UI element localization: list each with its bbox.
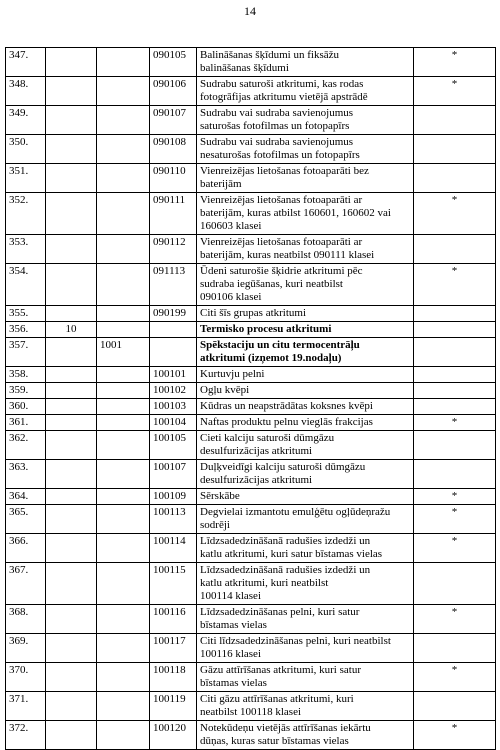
hazard-mark-cell: * — [414, 505, 496, 534]
waste-name-cell — [197, 264, 414, 306]
hazard-mark-cell — [414, 692, 496, 721]
waste-name-line: Citi gāzu attīrīšanas atkritumi, kuri — [200, 693, 354, 705]
subchapter-cell — [97, 605, 150, 634]
waste-name-line: Ogļu kvēpi — [200, 384, 250, 396]
waste-code-cell: 100114 — [150, 534, 197, 563]
subchapter-cell — [97, 505, 150, 534]
chapter-cell — [46, 692, 97, 721]
waste-name-line: Citi līdzsadedzināšanas pelni, kuri neatbilst — [200, 635, 391, 647]
waste-code-cell: 100101 — [150, 367, 197, 383]
hazard-mark-cell: * — [414, 605, 496, 634]
chapter-cell — [46, 460, 97, 489]
waste-name-line: Notekūdeņu vietējās attīrīšanas iekārtu — [200, 722, 371, 734]
waste-name-line: Cieti kalciju saturoši dūmgāzu — [200, 432, 335, 444]
waste-name-cell — [197, 489, 414, 505]
waste-name-line: Vienreizējas lietošanas fotoaparāti ar — [200, 236, 363, 248]
waste-name-cell — [197, 692, 414, 721]
waste-name-line: Vienreizējas lietošanas fotoaparāti bez — [200, 165, 369, 177]
chapter-cell — [46, 489, 97, 505]
hazard-mark-cell — [414, 383, 496, 399]
row-number-cell: 348. — [6, 77, 46, 106]
waste-name-cell — [197, 460, 414, 489]
waste-name-cell — [197, 106, 414, 135]
chapter-cell — [46, 431, 97, 460]
table-row — [6, 235, 496, 264]
table-row — [6, 193, 496, 235]
subchapter-cell — [97, 193, 150, 235]
waste-name-line: Līdzsadedzināšanā radušies izdedži un — [200, 564, 371, 576]
waste-name-line: atkritumi (izņemot 19.nodaļu) — [200, 352, 342, 364]
chapter-cell — [46, 338, 97, 367]
subchapter-cell — [97, 399, 150, 415]
waste-name-cell — [197, 367, 414, 383]
page-number: 14 — [244, 4, 256, 18]
waste-name-line: sudraba iegūšanas, kuri neatbilst — [200, 278, 343, 290]
waste-name-cell — [197, 431, 414, 460]
waste-name-line: desulfurizācijas atkritumi — [200, 474, 313, 486]
waste-name-cell — [197, 399, 414, 415]
waste-name-line: Kūdras un neapstrādātas koksnes kvēpi — [200, 400, 373, 412]
subchapter-cell — [97, 264, 150, 306]
row-number-cell: 370. — [6, 663, 46, 692]
waste-code-cell — [150, 338, 197, 367]
hazard-mark-cell — [414, 563, 496, 605]
hazard-mark-cell — [414, 431, 496, 460]
chapter-cell — [46, 415, 97, 431]
waste-name-line: Sērskābe — [200, 490, 240, 502]
chapter-cell — [46, 367, 97, 383]
waste-name-line: bīstamas vielas — [200, 677, 267, 689]
waste-name-line: saturošas fotofilmas un fotopapīrs — [200, 120, 350, 132]
chapter-cell — [46, 399, 97, 415]
subchapter-cell — [97, 77, 150, 106]
row-number-cell: 354. — [6, 264, 46, 306]
chapter-cell — [46, 721, 97, 750]
subchapter-cell — [97, 383, 150, 399]
waste-name-line: Termisko procesu atkritumi — [200, 323, 332, 335]
waste-code-cell: 090107 — [150, 106, 197, 135]
waste-name-line: Naftas produktu pelnu vieglās frakcijas — [200, 416, 373, 428]
waste-code-cell: 100107 — [150, 460, 197, 489]
table-row — [6, 460, 496, 489]
row-number-cell: 364. — [6, 489, 46, 505]
row-number-cell: 368. — [6, 605, 46, 634]
waste-code-cell: 091113 — [150, 264, 197, 306]
waste-name-line: baterijām, kuras neatbilst 090111 klasei — [200, 249, 375, 261]
row-number-cell: 361. — [6, 415, 46, 431]
waste-code-cell: 100103 — [150, 399, 197, 415]
row-number-cell: 351. — [6, 164, 46, 193]
waste-name-cell — [197, 505, 414, 534]
hazard-mark-cell — [414, 106, 496, 135]
hazard-mark-cell: * — [414, 489, 496, 505]
waste-code-cell: 090110 — [150, 164, 197, 193]
waste-name-cell — [197, 164, 414, 193]
row-number-cell: 356. — [6, 322, 46, 338]
table-row — [6, 106, 496, 135]
table-row — [6, 164, 496, 193]
waste-name-line: Līdzsadedzināšanā radušies izdedži un — [200, 535, 371, 547]
chapter-cell — [46, 306, 97, 322]
waste-code-cell: 090199 — [150, 306, 197, 322]
hazard-mark-cell — [414, 322, 496, 338]
hazard-mark-cell: * — [414, 264, 496, 306]
subchapter-cell — [97, 135, 150, 164]
subchapter-cell — [97, 721, 150, 750]
waste-name-line: desulfurizācijas atkritumi — [200, 445, 313, 457]
waste-code-cell: 100105 — [150, 431, 197, 460]
waste-code-cell: 100116 — [150, 605, 197, 634]
subchapter-cell — [97, 563, 150, 605]
subchapter-cell — [97, 306, 150, 322]
row-number-cell: 349. — [6, 106, 46, 135]
waste-code-cell: 100104 — [150, 415, 197, 431]
waste-name-cell — [197, 306, 414, 322]
subchapter-cell — [97, 534, 150, 563]
waste-code-cell: 100118 — [150, 663, 197, 692]
hazard-mark-cell — [414, 135, 496, 164]
waste-name-line: baterijām, kuras atbilst 160601, 160602 vai — [200, 207, 391, 219]
table-row — [6, 399, 496, 415]
waste-name-line: Gāzu attīrīšanas atkritumi, kuri satur — [200, 664, 361, 676]
waste-name-line: Sudrabu saturoši atkritumi, kas rodas — [200, 78, 364, 90]
waste-code-cell: 090106 — [150, 77, 197, 106]
waste-code-cell: 100102 — [150, 383, 197, 399]
hazard-mark-cell: * — [414, 48, 496, 77]
waste-name-line: katlu atkritumi, kuri neatbilst — [200, 577, 329, 589]
row-number-cell: 355. — [6, 306, 46, 322]
waste-code-cell: 100115 — [150, 563, 197, 605]
waste-name-line: Duļķveidīgi kalciju saturoši dūmgāzu — [200, 461, 366, 473]
table-row — [6, 534, 496, 563]
waste-name-line: 160603 klasei — [200, 220, 262, 232]
row-number-cell: 357. — [6, 338, 46, 367]
waste-name-line: fotogrāfijas atkritumu vietējā apstrādē — [200, 91, 368, 103]
chapter-cell — [46, 563, 97, 605]
waste-name-line: dūņas, kuras satur bīstamas vielas — [200, 735, 349, 747]
waste-name-line: Citi šīs grupas atkritumi — [200, 307, 307, 319]
chapter-cell — [46, 106, 97, 135]
chapter-cell — [46, 135, 97, 164]
row-number-cell: 358. — [6, 367, 46, 383]
waste-name-cell — [197, 338, 414, 367]
waste-name-cell — [197, 663, 414, 692]
chapter-cell — [46, 534, 97, 563]
table-row — [6, 415, 496, 431]
waste-name-cell — [197, 534, 414, 563]
subchapter-cell — [97, 460, 150, 489]
hazard-mark-cell — [414, 399, 496, 415]
waste-code-cell: 100117 — [150, 634, 197, 663]
chapter-cell: 10 — [46, 322, 97, 338]
chapter-cell — [46, 605, 97, 634]
waste-name-line: sodrēji — [200, 519, 230, 531]
row-number-cell: 360. — [6, 399, 46, 415]
waste-name-line: Degvielai izmantotu emulģētu ogļūdeņražu — [200, 506, 391, 518]
hazard-mark-cell — [414, 634, 496, 663]
waste-name-line: Kurtuvju pelni — [200, 368, 265, 380]
table-row — [6, 505, 496, 534]
waste-name-line: Vienreizējas lietošanas fotoaparāti ar — [200, 194, 363, 206]
table-row — [6, 489, 496, 505]
waste-name-line: 090106 klasei — [200, 291, 262, 303]
row-number-cell: 365. — [6, 505, 46, 534]
table-row — [6, 605, 496, 634]
subchapter-cell — [97, 322, 150, 338]
row-number-cell: 352. — [6, 193, 46, 235]
row-number-cell: 371. — [6, 692, 46, 721]
waste-code-cell: 090111 — [150, 193, 197, 235]
table-row — [6, 431, 496, 460]
row-number-cell: 372. — [6, 721, 46, 750]
table-row — [6, 48, 496, 77]
subchapter-cell — [97, 164, 150, 193]
waste-name-cell — [197, 322, 414, 338]
waste-name-line: Līdzsadedzināšanas pelni, kuri satur — [200, 606, 360, 618]
subchapter-cell — [97, 663, 150, 692]
table-row — [6, 663, 496, 692]
waste-name-cell — [197, 48, 414, 77]
row-number-cell: 367. — [6, 563, 46, 605]
waste-name-cell — [197, 193, 414, 235]
hazard-mark-cell — [414, 460, 496, 489]
row-number-cell: 347. — [6, 48, 46, 77]
table-row — [6, 383, 496, 399]
waste-classification-table — [5, 47, 496, 750]
waste-name-line: 100114 klasei — [200, 590, 261, 602]
table-row — [6, 338, 496, 367]
table-row — [6, 721, 496, 750]
waste-name-line: balināšanas šķīdumi — [200, 62, 289, 74]
waste-code-cell: 090108 — [150, 135, 197, 164]
chapter-cell — [46, 235, 97, 264]
waste-code-cell: 100113 — [150, 505, 197, 534]
subchapter-cell — [97, 489, 150, 505]
chapter-cell — [46, 193, 97, 235]
subchapter-cell — [97, 634, 150, 663]
hazard-mark-cell: * — [414, 193, 496, 235]
hazard-mark-cell — [414, 306, 496, 322]
table-row — [6, 692, 496, 721]
waste-code-cell: 090112 — [150, 235, 197, 264]
row-number-cell: 350. — [6, 135, 46, 164]
hazard-mark-cell — [414, 164, 496, 193]
hazard-mark-cell: * — [414, 415, 496, 431]
chapter-cell — [46, 77, 97, 106]
subchapter-cell — [97, 431, 150, 460]
table-row — [6, 264, 496, 306]
table-row — [6, 322, 496, 338]
table-row — [6, 77, 496, 106]
waste-name-cell — [197, 634, 414, 663]
subchapter-cell — [97, 367, 150, 383]
waste-name-cell — [197, 383, 414, 399]
row-number-cell: 362. — [6, 431, 46, 460]
waste-name-cell — [197, 563, 414, 605]
chapter-cell — [46, 383, 97, 399]
subchapter-cell — [97, 106, 150, 135]
waste-name-line: Spēkstaciju un citu termocentrāļu — [200, 339, 360, 351]
subchapter-cell: 1001 — [97, 338, 150, 367]
table-row — [6, 306, 496, 322]
subchapter-cell — [97, 692, 150, 721]
waste-code-cell: 100119 — [150, 692, 197, 721]
subchapter-cell — [97, 48, 150, 77]
waste-code-cell — [150, 322, 197, 338]
hazard-mark-cell — [414, 338, 496, 367]
chapter-cell — [46, 505, 97, 534]
waste-name-cell — [197, 77, 414, 106]
waste-name-line: 100116 klasei — [200, 648, 261, 660]
waste-code-cell: 100120 — [150, 721, 197, 750]
row-number-cell: 369. — [6, 634, 46, 663]
row-number-cell: 353. — [6, 235, 46, 264]
subchapter-cell — [97, 235, 150, 264]
hazard-mark-cell: * — [414, 534, 496, 563]
table-row — [6, 367, 496, 383]
row-number-cell: 363. — [6, 460, 46, 489]
hazard-mark-cell: * — [414, 77, 496, 106]
waste-code-cell: 100109 — [150, 489, 197, 505]
chapter-cell — [46, 634, 97, 663]
waste-name-cell — [197, 415, 414, 431]
row-number-cell: 366. — [6, 534, 46, 563]
subchapter-cell — [97, 415, 150, 431]
waste-name-line: nesaturošas fotofilmas un fotopapīrs — [200, 149, 360, 161]
table-body — [6, 48, 496, 750]
chapter-cell — [46, 264, 97, 306]
hazard-mark-cell — [414, 235, 496, 264]
table-row — [6, 135, 496, 164]
chapter-cell — [46, 48, 97, 77]
waste-name-line: Sudrabu vai sudraba savienojumus — [200, 107, 354, 119]
waste-name-line: Sudrabu vai sudraba savienojumus — [200, 136, 354, 148]
waste-name-line: neatbilst 100118 klasei — [200, 706, 302, 718]
chapter-cell — [46, 663, 97, 692]
table-row — [6, 563, 496, 605]
waste-name-cell — [197, 235, 414, 264]
chapter-cell — [46, 164, 97, 193]
waste-name-line: Balināšanas šķīdumi un fiksāžu — [200, 49, 340, 61]
waste-name-cell — [197, 721, 414, 750]
waste-code-cell: 090105 — [150, 48, 197, 77]
hazard-mark-cell — [414, 367, 496, 383]
waste-name-line: Ūdeni saturošie šķidrie atkritumi pēc — [200, 265, 363, 277]
row-number-cell: 359. — [6, 383, 46, 399]
hazard-mark-cell: * — [414, 721, 496, 750]
waste-name-line: katlu atkritumi, kuri satur bīstamas vielas — [200, 548, 383, 560]
waste-name-cell — [197, 605, 414, 634]
waste-name-line: baterijām — [200, 178, 242, 190]
hazard-mark-cell: * — [414, 663, 496, 692]
waste-name-cell — [197, 135, 414, 164]
waste-name-line: bīstamas vielas — [200, 619, 267, 631]
table-row — [6, 634, 496, 663]
